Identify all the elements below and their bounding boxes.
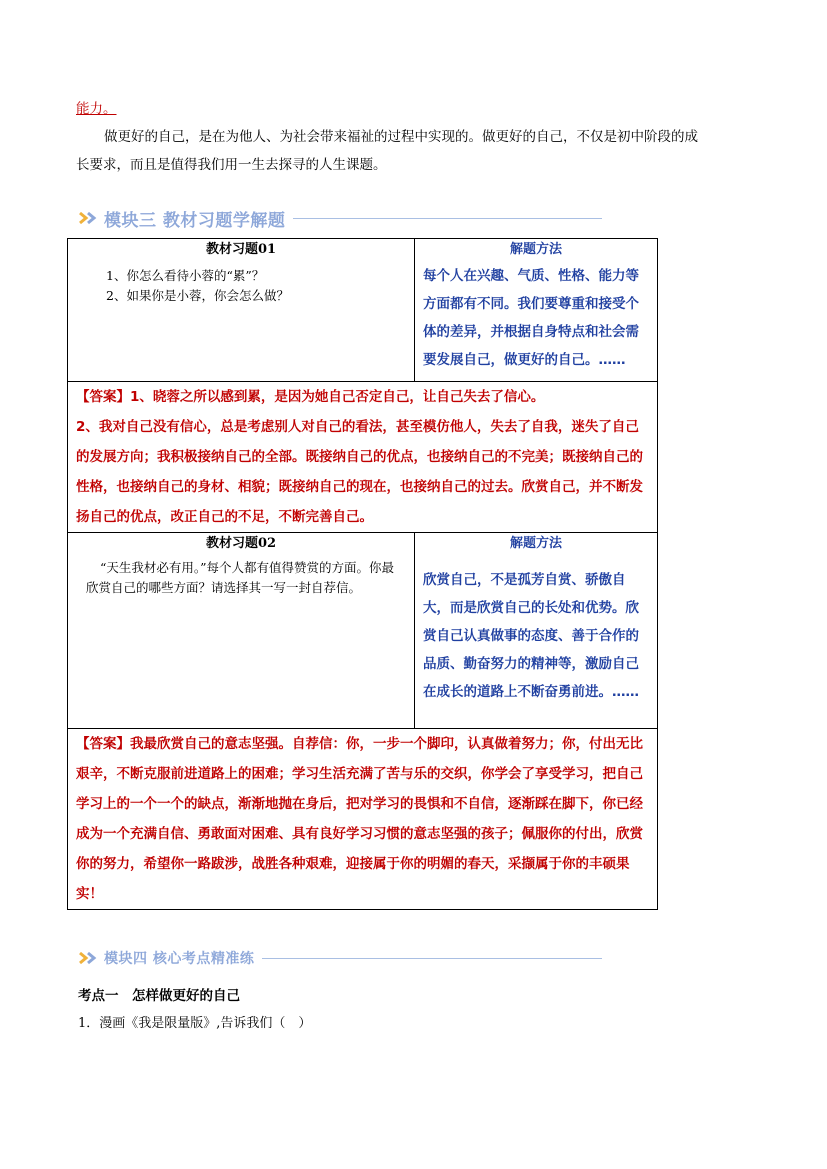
exercise2-answer-cell (68, 729, 658, 910)
section-title: 模块三 教材习题学解题 (104, 210, 286, 231)
exercise1-method-cell (415, 239, 658, 382)
exercise1-answer-cell (68, 382, 658, 533)
exercise1-method-header: 解题方法 (509, 242, 562, 257)
double-chevron-icon (78, 211, 100, 225)
section-rule (293, 218, 602, 219)
intro-line-3: 长要求，而且是值得我们用一生去探寻的人生课题。 (76, 157, 387, 173)
exercise1-question-1: 1、你怎么看待小蓉的“累”？ (106, 268, 265, 283)
exercise-table (67, 238, 658, 910)
exercise2-question: “天生我材必有用。”每个人都有值得赞赏的方面。你最欣赏自己的哪些方面？请选择其一写一封自荐信。 (86, 560, 395, 595)
intro-line-2: 做更好的自己，是在为他人、为社会带来福祉的过程中实现的。做更好的自己，不仅是初中阶段的成 (104, 129, 698, 145)
question-1: 1．漫画《我是限量版》,告诉我们（ ） (78, 1016, 312, 1031)
exercise1-question-2: 2、如果你是小蓉，你会怎么做？ (106, 288, 289, 303)
section-rule (262, 958, 602, 959)
answer-text: 1、晓蓉之所以感到累，是因为她自己否定自己，让自己失去了信心。 (130, 389, 545, 405)
point-title: 考点一 怎样做更好的自己 (78, 988, 240, 1004)
intro-highlight: 能力。 (76, 101, 117, 117)
exercise1-answer-2: 2、我对自己没有信心，总是考虑别人对自己的看法，甚至模仿他人，失去了自我，迷失了自己的发展方向；我积极接纳自己的全部。既接纳自己的优点，也接纳自己的不完美；既接纳自己的性格，也接纳自己的身材、相貌；既接纳自己的现在，也接纳自己的过去。欣赏自己，并不断发扬自己的优点，改正自己的不足，不断完善自己。 (76, 419, 643, 525)
double-chevron-icon (78, 951, 100, 965)
answer-label: 【答案】 (76, 736, 130, 752)
exercise1-header: 教材习题01 (205, 242, 277, 257)
exercise2-method: 欣赏自己，不是孤芳自赏、骄傲自大，而是欣赏自己的长处和优势。欣赏自己认真做事的态度、善于合作的品质、勤奋努力的精神等，激励自己在成长的道路上不断奋勇前进。…… (423, 572, 639, 700)
intro-line-1 (76, 96, 117, 122)
exercise2-method-cell (415, 533, 658, 729)
exercise1-question-cell (68, 239, 415, 382)
answer-text: 我最欣赏自己的意志坚强。自荐信：你，一步一个脚印，认真做着努力；你，付出无比艰辛，不断克服前进道路上的困难；学习生活充满了苦与乐的交织，你学会了享受学习，把自己学习上的一个一个的缺点，渐渐地抛在身后，把对学习的畏惧和不自信，逐渐踩在脚下，你已经成为一个充满自信、勇敢面对困难、具有良好学习习惯的意志坚强的孩子；佩服你的付出，欣赏你的努力，希望你一路跋涉，战胜各种艰难，迎接属于你的明媚的春天，采撷属于你的丰硕果实！ (76, 736, 643, 902)
exercise1-answer-1 (68, 382, 657, 412)
answer-label: 【答案】 (76, 389, 130, 405)
section-header-3 (78, 206, 602, 230)
exercise1-method: 每个人在兴趣、气质、性格、能力等方面都有不同。我们要尊重和接受个体的差异，并根据自身特点和社会需要发展自己，做更好的自己。…… (423, 268, 639, 368)
section-header-4 (78, 946, 602, 970)
exercise2-answer (68, 729, 657, 909)
exercise2-header: 教材习题02 (205, 536, 277, 551)
section-title: 模块四 核心考点精准练 (104, 951, 255, 967)
exercise2-question-cell (68, 533, 415, 729)
exercise2-method-header: 解题方法 (509, 536, 562, 551)
